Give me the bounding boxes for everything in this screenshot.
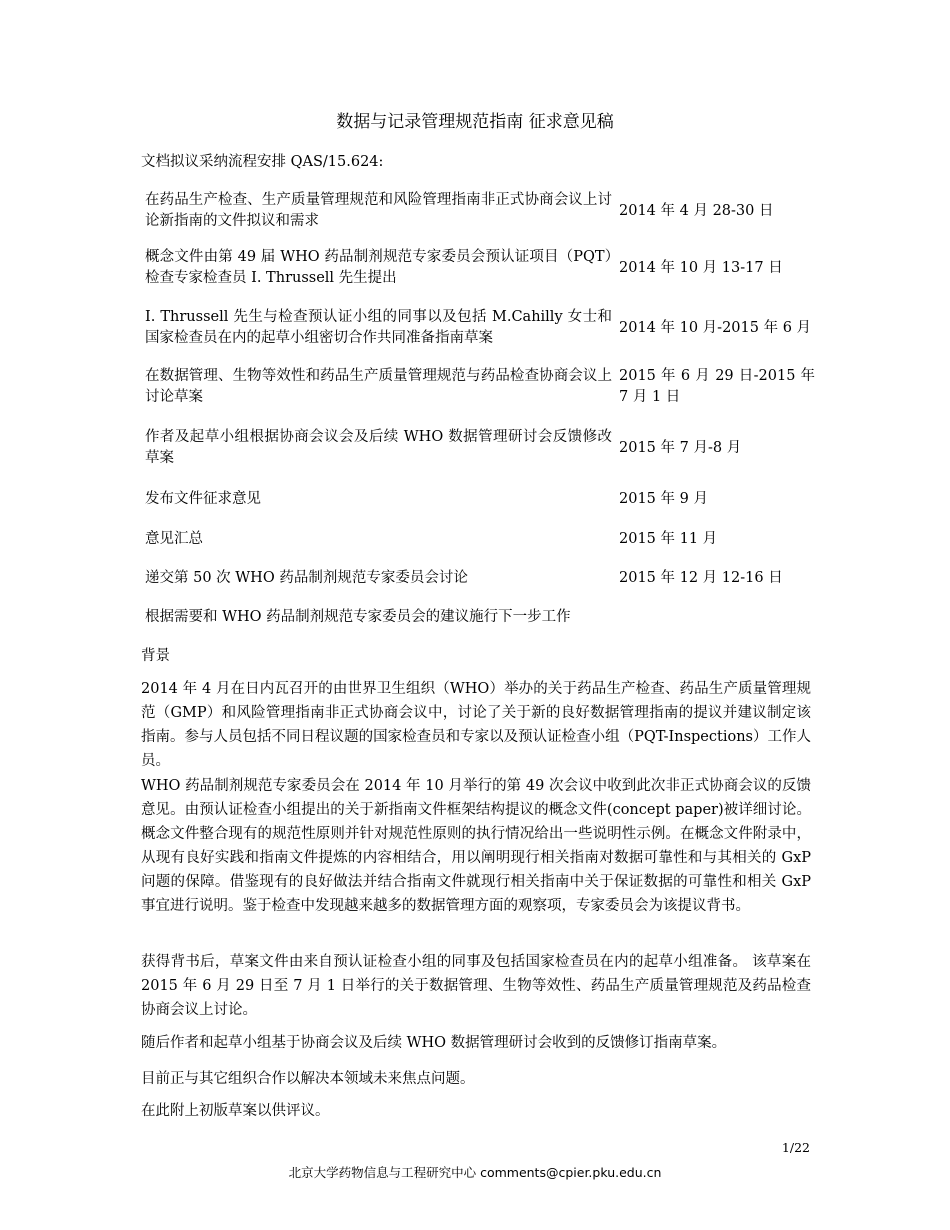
paragraph: 在此附上初版草案以供评议。	[141, 1103, 330, 1119]
schedule-task: 发布文件征求意见	[145, 490, 261, 507]
schedule-row	[145, 567, 815, 589]
schedule-task: 递交第 50 次 WHO 药品制剂规范专家委员会讨论	[145, 569, 468, 586]
schedule-row	[145, 528, 815, 550]
page-number: 1/22	[781, 1140, 810, 1155]
schedule-date: 2014 年 10 月 13-17 日	[619, 259, 783, 276]
schedule-row	[145, 305, 815, 351]
background-heading: 背景	[141, 648, 170, 664]
schedule-date: 2014 年 10 月-2015 年 6 月	[619, 319, 812, 336]
schedule-date: 2014 年 4 月 28-30 日	[619, 202, 774, 219]
schedule-row	[145, 364, 815, 410]
schedule-heading: 文档拟议采纳流程安排 QAS/15.624:	[141, 154, 384, 170]
document-title: 数据与记录管理规范指南 征求意见稿	[336, 112, 614, 132]
schedule-task: 意见汇总	[145, 530, 203, 547]
paragraph: 获得背书后，草案文件由来自预认证检查小组的同事及包括国家检查员在内的起草小组准备。 该草案在 2015 年 6 月 29 日至 7 月 1 日举行的关于数据管理、生物等效性、药品生产质量管理规范及药品检查协商会议上讨论。	[141, 954, 811, 1018]
schedule-row	[145, 245, 815, 291]
schedule-date: 2015 年 12 月 12-16 日	[619, 569, 783, 586]
schedule-task: 作者及起草小组根据协商会议会及后续 WHO 数据管理研讨会反馈修改草案	[145, 429, 612, 466]
schedule-task: 在药品生产检查、生产质量管理规范和风险管理指南非正式协商会议上讨论新指南的文件拟议和需求	[145, 192, 612, 229]
schedule-row	[145, 606, 815, 628]
schedule-date: 2015 年 11 月	[619, 530, 718, 547]
page-footer: 北京大学药物信息与工程研究中心 comments@cpier.pku.edu.cn	[288, 1165, 662, 1180]
paragraph: 目前正与其它组织合作以解决本领域未来焦点问题。	[141, 1071, 475, 1087]
schedule-task: 概念文件由第 49 届 WHO 药品制剂规范专家委员会预认证项目（PQT）检查专家检查员 I. Thrussell 先生提出	[145, 249, 612, 286]
schedule-date: 2015 年 7 月-8 月	[619, 439, 742, 456]
schedule-task: I. Thrussell 先生与检查预认证小组的同事以及包括 M.Cahilly 女士和国家检查员在内的起草小组密切合作共同准备指南草案	[145, 309, 612, 346]
schedule-date: 2015 年 6 月 29 日-2015 年 7 月 1 日	[619, 368, 815, 405]
paragraph: 随后作者和起草小组基于协商会议及后续 WHO 数据管理研讨会收到的反馈修订指南草案。	[141, 1035, 727, 1051]
schedule-row	[145, 188, 815, 234]
paragraph: 2014 年 4 月在日内瓦召开的由世界卫生组织（WHO）举办的关于药品生产检查、药品生产质量管理规范（GMP）和风险管理指南非正式协商会议中，讨论了关于新的良好数据管理指南的提议并建议制定该指南。参与人员包括不同日程议题的国家检查员和专家以及预认证检查小组（PQT-Inspections）工作人员。	[141, 681, 811, 769]
paragraph: WHO 药品制剂规范专家委员会在 2014 年 10 月举行的第 49 次会议中收到此次非正式协商会议的反馈意见。由预认证检查小组提出的关于新指南文件框架结构提议的概念文件(concept paper)被详细讨论。概念文件整合现有的规范性原则并针对规范性原则的执行情况给出一些说明性示例。在概念文件附录中，从现有良好实践和指南文件提炼的内容相结合，用以阐明现行相关指南对数据可靠性和与其相关的 GxP 问题的保障。借鉴现有的良好做法并结合指南文件就现行相关指南中关于保证数据的可靠性和相关 GxP 事宜进行说明。鉴于检查中发现越来越多的数据管理方面的观察项，专家委员会为该提议背书。	[141, 778, 811, 914]
schedule-row	[145, 425, 815, 471]
schedule-task: 在数据管理、生物等效性和药品生产质量管理规范与药品检查协商会议上讨论草案	[145, 368, 612, 405]
schedule-row	[145, 488, 815, 510]
schedule-date: 2015 年 9 月	[619, 490, 708, 507]
schedule-task: 根据需要和 WHO 药品制剂规范专家委员会的建议施行下一步工作	[145, 608, 571, 625]
